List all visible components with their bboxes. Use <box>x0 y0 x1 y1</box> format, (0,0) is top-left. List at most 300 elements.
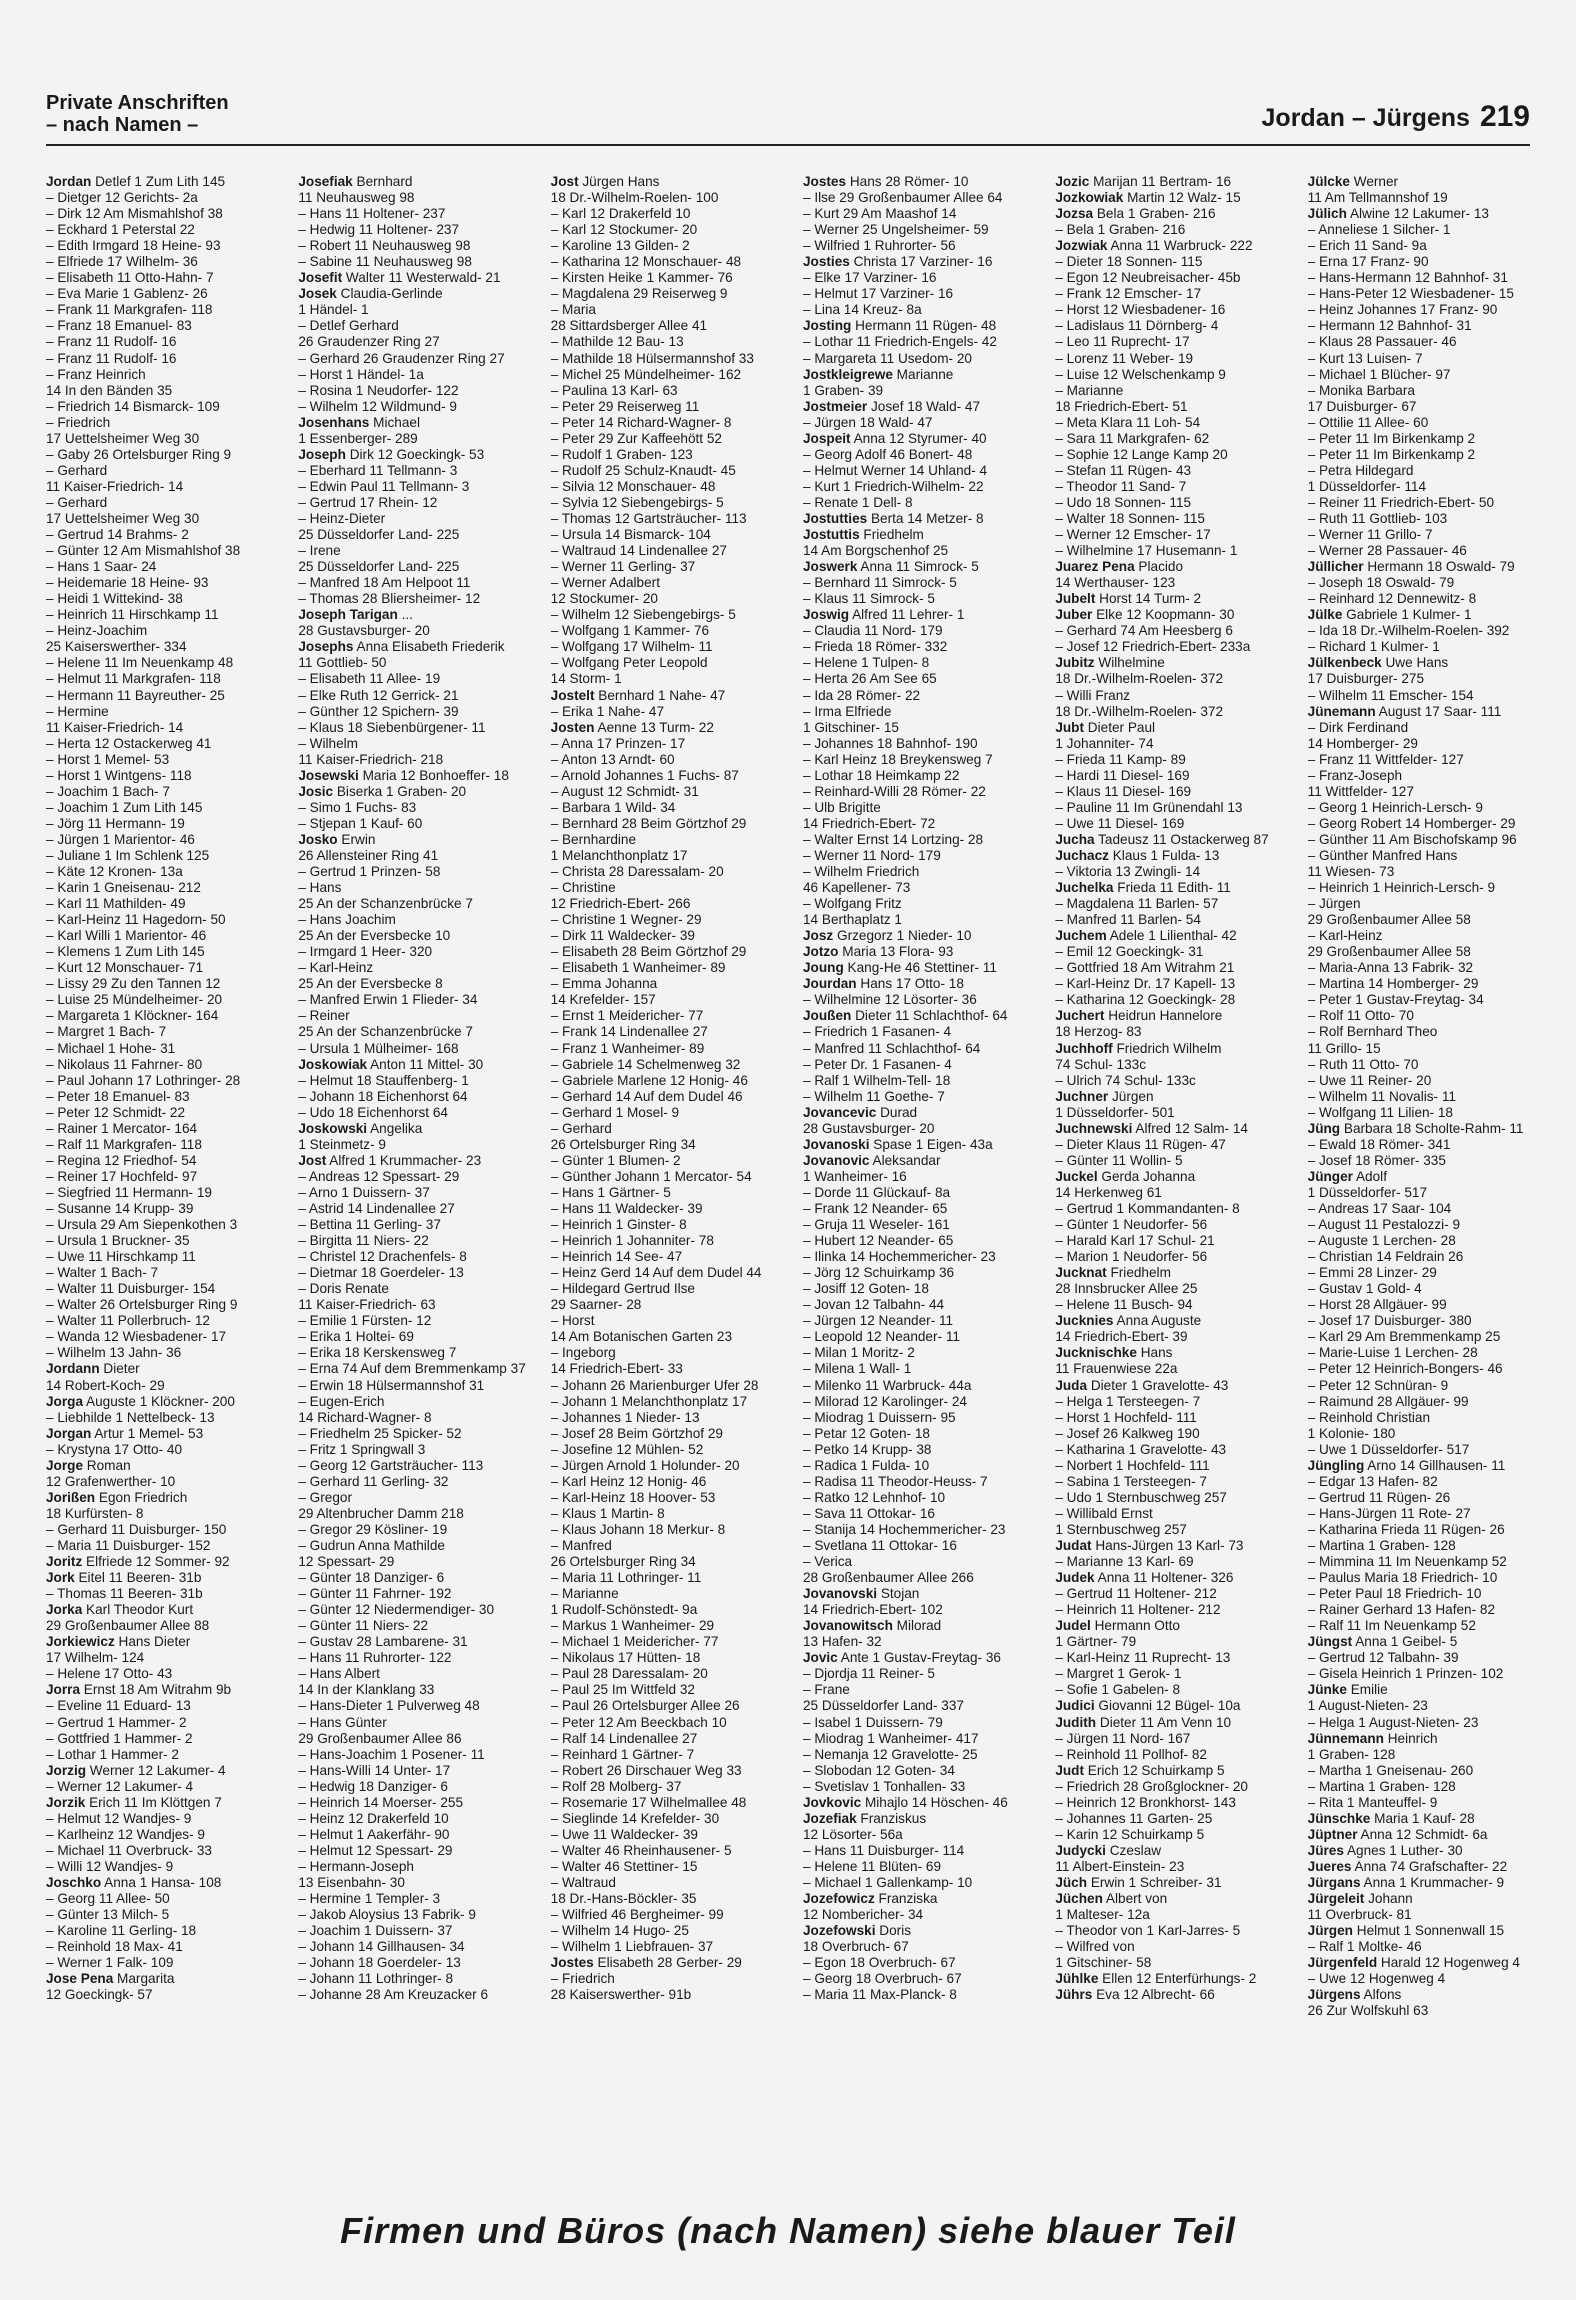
directory-entry <box>298 848 540 864</box>
entry-text: – Walter 18 Sonnen- 115 <box>1055 510 1205 526</box>
directory-entry <box>46 1554 288 1570</box>
directory-entry <box>1055 704 1297 720</box>
directory-entry <box>803 1474 1045 1490</box>
directory-entry <box>551 206 793 222</box>
surname: Jubitz <box>1055 655 1095 671</box>
entry-text: Agnes 1 Luther- 30 <box>1343 1842 1463 1858</box>
directory-entry <box>298 479 540 495</box>
directory-entry <box>803 1378 1045 1394</box>
entry-text: Hans-Jürgen 13 Karl- 73 <box>1091 1537 1244 1553</box>
entry-text: – Heinrich 12 Bronkhorst- 143 <box>1055 1794 1236 1810</box>
entry-text: – Horst 12 Wiesbadener- 16 <box>1055 302 1226 318</box>
entry-text: – Rolf 28 Molberg- 37 <box>550 1778 682 1794</box>
directory-entry <box>803 1859 1045 1875</box>
surname: Josting <box>802 318 852 334</box>
directory-entry <box>1055 1763 1297 1779</box>
directory-entry <box>46 1024 288 1040</box>
entry-text: – Karl 11 Mathilden- 49 <box>46 896 186 912</box>
directory-entry <box>298 1506 540 1522</box>
directory-entry <box>551 1843 793 1859</box>
entry-text: – Gertrud 12 Talbahn- 39 <box>1307 1650 1459 1666</box>
directory-entry <box>803 463 1045 479</box>
entry-text: – Rita 1 Manteuffel- 9 <box>1307 1794 1438 1810</box>
directory-entry <box>46 1458 288 1474</box>
directory-entry <box>551 1987 793 2003</box>
directory-entry <box>1308 1105 1550 1121</box>
entry-text: Arno 14 Gillhausen- 11 <box>1364 1457 1506 1473</box>
entry-text: – Gustav 1 Gold- 4 <box>1307 1281 1422 1297</box>
entry-text: – Frieda 18 Römer- 332 <box>802 639 948 655</box>
entry-text: – Reinhold Christian <box>1307 1409 1431 1425</box>
directory-entry <box>1055 912 1297 928</box>
entry-text: 1 Wanheimer- 16 <box>802 1168 907 1184</box>
entry-text: Emilie <box>1346 1682 1388 1698</box>
directory-entry <box>298 1153 540 1169</box>
entry-text: – Ilse 29 Großenbaumer Allee 64 <box>802 190 1003 206</box>
entry-text: – Horst 1 Wintgens- 118 <box>46 767 192 783</box>
entry-text: – Silvia 12 Monschauer- 48 <box>550 478 716 494</box>
directory-entry <box>1308 1281 1550 1297</box>
directory-entry <box>803 1217 1045 1233</box>
entry-text: – Werner 28 Passauer- 46 <box>1307 543 1467 559</box>
directory-entry <box>1308 447 1550 463</box>
entry-text: – Kurt 12 Monschauer- 71 <box>46 960 204 976</box>
entry-text: 1 Johanniter- 74 <box>1055 735 1154 751</box>
entry-text: – Günter 12 Niedermendiger- 30 <box>298 1602 495 1618</box>
directory-entry <box>46 1217 288 1233</box>
directory-entry <box>46 1281 288 1297</box>
directory-entry <box>1055 1731 1297 1747</box>
entry-text: Anna 12 Schmidt- 6a <box>1357 1826 1488 1842</box>
entry-text: – Klaus 11 Diesel- 169 <box>1055 783 1192 799</box>
entry-text: – Martina 1 Graben- 128 <box>1307 1537 1456 1553</box>
directory-entry <box>46 1378 288 1394</box>
entry-text: – Frank 12 Emscher- 17 <box>1055 286 1202 302</box>
directory-entry <box>1308 784 1550 800</box>
directory-entry <box>1308 1041 1550 1057</box>
entry-text: Anna 1 Krummacher- 9 <box>1360 1874 1505 1890</box>
entry-text: 74 Schul- 133c <box>1055 1056 1146 1072</box>
entry-text: – Eugen-Erich <box>298 1393 385 1409</box>
entry-text: Anna 1 Hansa- 108 <box>101 1874 222 1890</box>
directory-entry <box>803 1939 1045 1955</box>
entry-text: Hans <box>1136 1345 1173 1361</box>
directory-entry <box>46 1153 288 1169</box>
entry-text: – Heinrich 14 Moerser- 255 <box>298 1794 464 1810</box>
entry-text: 25 Düsseldorfer Land- 225 <box>298 559 460 575</box>
directory-entry <box>298 1634 540 1650</box>
entry-text: – Reinhard 1 Gärtner- 7 <box>550 1746 695 1762</box>
entry-text: – Friedrich 14 Bismarck- 109 <box>46 398 220 414</box>
directory-entry <box>298 1859 540 1875</box>
entry-text: – Walter 46 Stettiner- 15 <box>550 1858 698 1874</box>
entry-text: – Friedhelm 25 Spicker- 52 <box>298 1425 462 1441</box>
directory-entry <box>298 1586 540 1602</box>
entry-text: – Elisabeth 1 Wanheimer- 89 <box>550 960 726 976</box>
directory-entry <box>551 1682 793 1698</box>
directory-entry <box>551 479 793 495</box>
directory-entry <box>551 1538 793 1554</box>
directory-entry <box>298 1313 540 1329</box>
directory-entry <box>1308 527 1550 543</box>
directory-entry <box>551 431 793 447</box>
directory-entry <box>551 1313 793 1329</box>
surname: Jostkleigrewe <box>802 366 893 382</box>
directory-entry <box>551 864 793 880</box>
entry-text: – Ursula 1 Bruckner- 35 <box>46 1233 190 1249</box>
surname: Jovanoski <box>802 1136 870 1152</box>
directory-entry <box>1055 880 1297 896</box>
directory-entry <box>1055 688 1297 704</box>
entry-text: – Milenko 11 Warbruck- 44a <box>802 1377 972 1393</box>
directory-entry <box>1055 1041 1297 1057</box>
entry-text: – Johannes 18 Bahnhof- 190 <box>802 735 978 751</box>
entry-text: – Ulrich 74 Schul- 133c <box>1055 1072 1196 1088</box>
directory-entry <box>298 270 540 286</box>
directory-entry <box>803 768 1045 784</box>
directory-entry <box>298 1073 540 1089</box>
entry-text: – Karl-Heinz <box>298 960 374 976</box>
directory-entry <box>803 1715 1045 1731</box>
directory-entry <box>1308 286 1550 302</box>
directory-entry <box>298 1939 540 1955</box>
entry-text: 26 Zur Wolfskuhl 63 <box>1307 2003 1429 2019</box>
entry-text: 1 Gärtner- 79 <box>1055 1634 1137 1650</box>
entry-text: – Thomas 28 Bliersheimer- 12 <box>298 591 481 607</box>
directory-entry <box>803 960 1045 976</box>
directory-entry <box>298 704 540 720</box>
entry-text: – Hans 11 Holtener- 237 <box>298 206 446 222</box>
surname: Jueres <box>1307 1858 1352 1874</box>
section-title <box>46 92 229 136</box>
entry-text: – Dietger 12 Gerichts- 2a <box>46 190 198 206</box>
entry-text: – Franz 11 Rudolf- 16 <box>46 350 177 366</box>
directory-entry <box>1055 222 1297 238</box>
entry-text: – Kurt 29 Am Maashof 14 <box>802 206 957 222</box>
directory-entry <box>1055 351 1297 367</box>
directory-entry <box>551 334 793 350</box>
entry-text: 11 Overbruck- 81 <box>1307 1907 1412 1923</box>
entry-text: Bernhard 1 Nahe- 47 <box>594 687 726 703</box>
entry-text: – Rosemarie 17 Wilhelmallee 48 <box>550 1794 747 1810</box>
directory-entry <box>1308 1378 1550 1394</box>
directory-entry <box>46 671 288 687</box>
entry-text: – Franz 18 Emanuel- 83 <box>46 318 192 334</box>
directory-entry <box>1055 1522 1297 1538</box>
directory-entry <box>803 334 1045 350</box>
directory-entry <box>46 1361 288 1377</box>
entry-text: – Helene 17 Otto- 43 <box>46 1666 173 1682</box>
entry-text: Hans Dieter <box>114 1634 191 1650</box>
directory-entry <box>1308 1137 1550 1153</box>
directory-entry <box>46 720 288 736</box>
directory-entry <box>1308 463 1550 479</box>
directory-entry <box>1055 1073 1297 1089</box>
directory-entry <box>803 1008 1045 1024</box>
entry-text: – Dirk Ferdinand <box>1307 719 1409 735</box>
entry-text: – Lina 14 Kreuz- 8a <box>802 302 922 318</box>
directory-entry <box>803 1923 1045 1939</box>
entry-text: – Gertrud 1 Kommandanten- 8 <box>1055 1201 1240 1216</box>
directory-entry <box>551 912 793 928</box>
entry-text: – Heinrich 1 Ginster- 8 <box>550 1217 687 1233</box>
surname: Jordan <box>46 174 92 189</box>
entry-text: 18 Dr.-Wilhelm-Roelen- 100 <box>550 190 719 206</box>
entry-text: Gabriele 1 Kulmer- 1 <box>1342 607 1472 623</box>
directory-entry <box>803 1458 1045 1474</box>
directory-entry <box>46 511 288 527</box>
directory-entry <box>1055 254 1297 270</box>
directory-entry <box>46 960 288 976</box>
entry-text: – Klaus 11 Simrock- 5 <box>802 591 935 607</box>
directory-entry <box>803 1971 1045 1987</box>
entry-text: Bernhard <box>352 174 413 189</box>
directory-entry <box>803 1313 1045 1329</box>
directory-entry <box>1055 1602 1297 1618</box>
directory-entry <box>803 1185 1045 1201</box>
directory-entry <box>551 1875 793 1891</box>
directory-entry <box>1055 1378 1297 1394</box>
directory-entry <box>46 976 288 992</box>
entry-text: Mihajlo 14 Höschen- 46 <box>861 1794 1008 1810</box>
entry-text: Adolf <box>1352 1168 1387 1184</box>
entry-text: – Petko 14 Krupp- 38 <box>802 1441 932 1457</box>
entry-text: – Wolfgang 1 Kammer- 76 <box>550 623 710 639</box>
entry-text: Dirk 12 Goeckingk- 53 <box>345 446 485 462</box>
entry-text: – Wilhelm 11 Novalis- 11 <box>1307 1088 1456 1104</box>
directory-entry <box>298 1458 540 1474</box>
entry-text: – Hans <box>298 880 342 896</box>
surname: Juber <box>1055 607 1093 623</box>
directory-entry <box>551 1955 793 1971</box>
directory-entry <box>46 1297 288 1313</box>
entry-text: – Paul Johann 17 Lothringer- 28 <box>46 1072 241 1088</box>
directory-entry <box>803 1907 1045 1923</box>
directory-entry <box>1308 832 1550 848</box>
entry-text: – Peter 11 Im Birkenkamp 2 <box>1307 446 1476 462</box>
entry-text: – Heidemarie 18 Heine- 93 <box>46 575 209 591</box>
entry-text: Friedhelm <box>859 527 924 543</box>
directory-entry <box>1308 1779 1550 1795</box>
directory-entry <box>551 1779 793 1795</box>
entry-text: – Waltraud 14 Lindenallee 27 <box>550 543 727 559</box>
entry-text: – Karl-Heinz Dr. 17 Kapell- 13 <box>1055 976 1236 992</box>
directory-entry <box>298 832 540 848</box>
entry-text: – Mathilde 18 Hülsermannshof 33 <box>550 350 754 366</box>
entry-text: Alwine 12 Lakumer- 13 <box>1346 206 1489 222</box>
entry-text: – Peter 29 Reiserweg 11 <box>550 398 700 414</box>
entry-text: – Paulina 13 Karl- 63 <box>550 382 678 398</box>
directory-entry <box>1055 1458 1297 1474</box>
entry-text: Hermann 11 Rügen- 48 <box>851 318 997 334</box>
directory-entry <box>1055 318 1297 334</box>
directory-entry <box>298 688 540 704</box>
entry-text: – Milorad 12 Karolinger- 24 <box>802 1393 967 1409</box>
directory-entry <box>298 720 540 736</box>
directory-entry <box>1308 928 1550 944</box>
directory-entry <box>298 864 540 880</box>
directory-entry <box>1308 639 1550 655</box>
directory-entry <box>46 543 288 559</box>
entry-text: – Gregor 29 Kösliner- 19 <box>298 1521 448 1537</box>
surname: Jürgenfeld <box>1307 1955 1378 1971</box>
entry-text: – Miodrag 1 Wanheimer- 417 <box>802 1730 979 1746</box>
entry-text: – Birgitta 11 Niers- 22 <box>298 1233 429 1249</box>
entry-text: – Lothar 18 Heimkamp 22 <box>802 767 960 783</box>
directory-entry <box>1308 1747 1550 1763</box>
entry-text: – Marianne <box>550 1586 619 1602</box>
directory-entry <box>551 591 793 607</box>
entry-text: – Radica 1 Fulda- 10 <box>802 1457 930 1473</box>
entry-text: 26 Graudenzer Ring 27 <box>298 334 440 350</box>
directory-entry <box>803 639 1045 655</box>
directory-entry <box>1308 1538 1550 1554</box>
entry-text: – Helga 1 August-Nieten- 23 <box>1307 1714 1479 1730</box>
entry-text: – Magdalena 11 Barlen- 57 <box>1055 896 1219 912</box>
entry-text: – Erna 17 Franz- 90 <box>1307 254 1429 270</box>
directory-entry <box>298 447 540 463</box>
entry-text: Erwin <box>337 831 376 847</box>
entry-text: ... <box>397 607 413 623</box>
entry-text: – Josef 18 Römer- 335 <box>1307 1152 1446 1168</box>
entry-text: – Helga 1 Tersteegen- 7 <box>1055 1393 1201 1409</box>
directory-entry <box>298 1987 540 2003</box>
entry-text: – Wilhelm Friedrich <box>802 864 920 880</box>
entry-text: – Gerhard 74 Am Heesberg 6 <box>1055 623 1233 639</box>
directory-entry <box>803 848 1045 864</box>
directory-entry <box>1055 1955 1297 1971</box>
directory-entry <box>1055 671 1297 687</box>
directory-entry <box>803 1827 1045 1843</box>
directory-entry <box>1055 399 1297 415</box>
directory-entry <box>46 1955 288 1971</box>
entry-text: 12 Nombericher- 34 <box>802 1907 924 1923</box>
entry-text: 11 Kaiser-Friedrich- 14 <box>46 719 184 735</box>
directory-entry <box>1055 1907 1297 1923</box>
entry-text: – Harald Karl 17 Schul- 21 <box>1055 1233 1215 1249</box>
entry-text: – Josef 28 Beim Görtzhof 29 <box>550 1425 723 1441</box>
directory-entry <box>46 784 288 800</box>
directory-entry <box>803 816 1045 832</box>
directory-entry <box>1308 1763 1550 1779</box>
directory-entry <box>46 1715 288 1731</box>
entry-text: – Radisa 11 Theodor-Heuss- 7 <box>802 1473 988 1489</box>
directory-entry <box>46 1201 288 1217</box>
entry-text: – Gertrud 1 Prinzen- 58 <box>298 864 441 880</box>
directory-entry <box>298 302 540 318</box>
entry-text: Margarita <box>113 1971 175 1987</box>
directory-entry <box>1308 1153 1550 1169</box>
entry-text: Christa 17 Varziner- 16 <box>849 254 993 270</box>
entry-text: – Christine 1 Wegner- 29 <box>550 912 702 928</box>
directory-entry <box>298 1057 540 1073</box>
directory-entry <box>298 623 540 639</box>
directory-entry <box>803 1763 1045 1779</box>
entry-text: 14 In den Bänden 35 <box>46 382 173 398</box>
directory-entry <box>551 1073 793 1089</box>
directory-entry <box>1308 704 1550 720</box>
directory-entry <box>46 623 288 639</box>
entry-text: 14 Werthauser- 123 <box>1055 575 1176 591</box>
surname: Jubelt <box>1055 591 1096 607</box>
surname: Jülich <box>1307 206 1347 222</box>
entry-text: 46 Kapellener- 73 <box>802 880 911 896</box>
entry-text: Erwin 1 Schreiber- 31 <box>1087 1874 1222 1890</box>
entry-text: – Michael 1 Hohe- 31 <box>46 1040 176 1056</box>
entry-text: – Helene 11 Busch- 94 <box>1055 1297 1193 1313</box>
directory-entry <box>551 1602 793 1618</box>
entry-text: Roman <box>83 1457 131 1473</box>
entry-text: Anna Elisabeth Friederik <box>353 639 505 655</box>
directory-entry <box>1308 1217 1550 1233</box>
surname: Jüres <box>1307 1842 1344 1858</box>
surname: Jucknies <box>1055 1313 1114 1329</box>
directory-entry <box>46 1971 288 1987</box>
entry-text: – Richard 1 Kulmer- 1 <box>1307 639 1440 655</box>
entry-text: Claudia-Gerlinde <box>336 286 443 302</box>
directory-entry <box>298 1249 540 1265</box>
entry-text: – Josiff 12 Goten- 18 <box>802 1281 929 1297</box>
entry-text: – Lissy 29 Zu den Tannen 12 <box>46 976 221 992</box>
directory-entry <box>1055 752 1297 768</box>
directory-entry <box>803 1057 1045 1073</box>
directory-entry <box>298 254 540 270</box>
entry-text: – Gottfried 18 Am Witrahm 21 <box>1055 960 1235 976</box>
entry-text: – Maria 11 Lothringer- 11 <box>550 1570 702 1586</box>
entry-text: – Hans 1 Saar- 24 <box>46 559 157 575</box>
directory-entry <box>1055 1217 1297 1233</box>
surname: Joskowiak <box>298 1056 368 1072</box>
directory-entry <box>551 1041 793 1057</box>
entry-text: – Edgar 13 Hafen- 82 <box>1307 1473 1438 1489</box>
entry-text: Alfred 11 Lehrer- 1 <box>849 607 965 623</box>
directory-entry <box>1308 1410 1550 1426</box>
entry-text: – Maria-Anna 13 Fabrik- 32 <box>1307 960 1474 976</box>
directory-entry <box>803 206 1045 222</box>
surname: Jostutties <box>802 510 868 526</box>
entry-text: 17 Uettelsheimer Weg 30 <box>46 510 200 526</box>
directory-entry <box>1308 1522 1550 1538</box>
directory-entry <box>803 1538 1045 1554</box>
directory-entry <box>803 431 1045 447</box>
entry-text: – Nikolaus 11 Fahrner- 80 <box>46 1056 203 1072</box>
directory-entry <box>1055 1939 1297 1955</box>
entry-text: – Reiner <box>298 1008 350 1024</box>
surname: Josephs <box>298 639 354 655</box>
entry-text: – Marianne 13 Karl- 69 <box>1055 1554 1194 1570</box>
entry-text: Klaus 1 Fulda- 13 <box>1108 847 1220 863</box>
directory-entry <box>551 1795 793 1811</box>
directory-entry <box>1308 1682 1550 1698</box>
entry-text: – Egon 12 Neubreisacher- 45b <box>1055 270 1241 286</box>
entry-text: – Dorde 11 Glückauf- 8a <box>802 1184 951 1200</box>
surname: Jürgeleit <box>1307 1891 1365 1907</box>
entry-text: – Ruth 11 Gottlieb- 103 <box>1307 510 1448 526</box>
entry-text: – Helene 11 Im Neuenkamp 48 <box>46 655 234 671</box>
entry-text: – Manfred Erwin 1 Flieder- 34 <box>298 992 478 1008</box>
directory-entry <box>1055 463 1297 479</box>
directory-entry <box>1308 367 1550 383</box>
entry-text: – Rainer 1 Mercator- 164 <box>46 1120 198 1136</box>
directory-entry <box>1055 1859 1297 1875</box>
entry-text: – Rudolf 1 Graben- 123 <box>550 446 693 462</box>
surname: Jünschke <box>1307 1810 1371 1826</box>
directory-entry <box>803 1024 1045 1040</box>
entry-text: – Werner 12 Emscher- 17 <box>1055 527 1211 543</box>
directory-entry <box>46 1875 288 1891</box>
entry-text: 1 Düsseldorfer- 517 <box>1307 1184 1428 1200</box>
entry-text: – Hans 11 Ruhrorter- 122 <box>298 1650 452 1666</box>
